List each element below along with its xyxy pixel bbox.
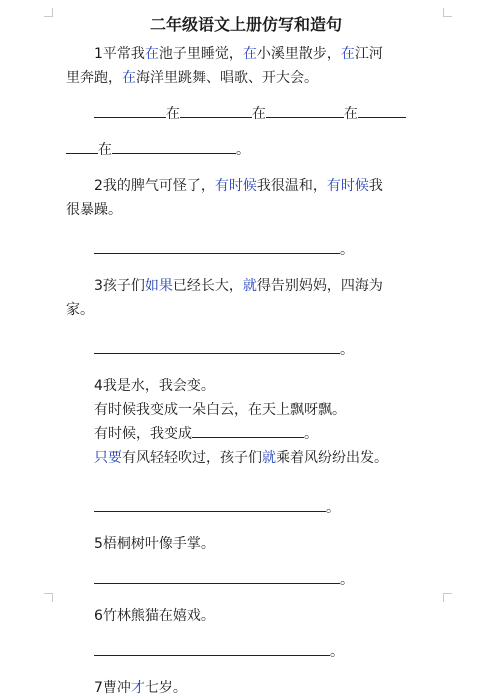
text: 得告别妈妈，四海为	[256, 278, 383, 294]
keyword: 在	[340, 46, 355, 62]
text: 在	[252, 106, 266, 122]
text: 。	[330, 644, 344, 660]
question-3-line-1	[66, 274, 426, 298]
text: 在	[98, 142, 112, 158]
keyword: 才	[130, 680, 145, 696]
text: 1平常我	[94, 46, 145, 62]
margin-corner-top-left	[44, 8, 53, 17]
answer-blank[interactable]	[358, 102, 406, 118]
question-1-answer-line-2	[66, 138, 426, 162]
question-1-line-2	[66, 66, 426, 90]
text: 里奔跑，	[66, 70, 122, 86]
keyword: 只要	[94, 450, 122, 466]
keyword: 就	[242, 278, 257, 294]
answer-blank[interactable]	[94, 496, 326, 512]
worksheet-page	[66, 12, 426, 700]
text: 2我的脾气可怪了，	[94, 178, 215, 194]
question-5-line-1: 5梧桐树叶像手掌。	[94, 536, 215, 552]
question-6-line-1: 6竹林熊猫在嬉戏。	[94, 608, 215, 624]
text: 。	[236, 142, 250, 158]
answer-blank[interactable]	[66, 138, 98, 154]
keyword: 如果	[144, 278, 173, 294]
keyword: 在	[122, 70, 136, 86]
question-4-line-4	[66, 446, 426, 470]
text: 七岁。	[144, 680, 187, 696]
question-3-line-2	[66, 298, 426, 322]
margin-corner-top-right	[443, 8, 452, 17]
text: 。	[340, 572, 354, 588]
answer-blank[interactable]	[112, 138, 236, 154]
question-1-line-1	[66, 42, 426, 66]
question-6-answer-line	[66, 640, 426, 664]
keyword: 就	[262, 450, 276, 466]
question-7-line-1	[66, 676, 426, 700]
worksheet-title: 二年级语文上册仿写和造句	[149, 15, 342, 34]
answer-blank[interactable]	[94, 568, 340, 584]
question-3-answer-line	[66, 338, 426, 362]
text: 。	[340, 342, 354, 358]
text: 在	[166, 106, 180, 122]
answer-blank[interactable]	[94, 102, 166, 118]
question-4-line-1: 4我是水，我会变。	[94, 378, 215, 394]
text: 。	[326, 500, 340, 516]
text: 7曹冲	[94, 680, 131, 696]
question-2-line-2	[66, 198, 426, 222]
text: 小溪里散步，	[256, 46, 341, 62]
text: 海洋里跳舞、唱歌、开大会。	[136, 70, 318, 86]
text: 。	[304, 426, 318, 442]
keyword: 在	[144, 46, 159, 62]
question-5-answer-line	[66, 568, 426, 592]
question-4-answer-line	[66, 496, 426, 520]
answer-blank[interactable]	[192, 422, 304, 438]
question-4-line-3	[66, 422, 426, 446]
question-2-line-1	[66, 174, 426, 198]
text: 3孩子们	[94, 278, 145, 294]
keyword: 在	[242, 46, 257, 62]
text: 有风轻轻吹过，孩子们	[122, 450, 262, 466]
answer-blank[interactable]	[180, 102, 252, 118]
margin-corner-bottom-right	[443, 593, 452, 602]
text: 乘着风纷纷出发。	[276, 450, 388, 466]
text: 很暴躁。	[66, 202, 122, 218]
keyword: 有时候	[214, 178, 257, 194]
question-4-line-2: 有时候我变成一朵白云，在天上飘呀飘。	[94, 402, 346, 418]
text: 江河	[354, 46, 383, 62]
text: 家。	[66, 302, 94, 318]
text: 我	[368, 178, 383, 194]
answer-blank[interactable]	[94, 338, 340, 354]
answer-blank[interactable]	[266, 102, 344, 118]
question-2-answer-line	[66, 238, 426, 262]
margin-corner-bottom-left	[44, 593, 53, 602]
text: 在	[344, 106, 358, 122]
text: 。	[340, 242, 354, 258]
text: 已经长大，	[172, 278, 243, 294]
answer-blank[interactable]	[94, 238, 340, 254]
keyword: 有时候	[326, 178, 369, 194]
question-1-answer-line-1	[66, 102, 426, 126]
text: 我很温和，	[256, 178, 327, 194]
answer-blank[interactable]	[94, 640, 330, 656]
text: 池子里睡觉，	[158, 46, 243, 62]
text: 有时候，我变成	[94, 426, 192, 442]
